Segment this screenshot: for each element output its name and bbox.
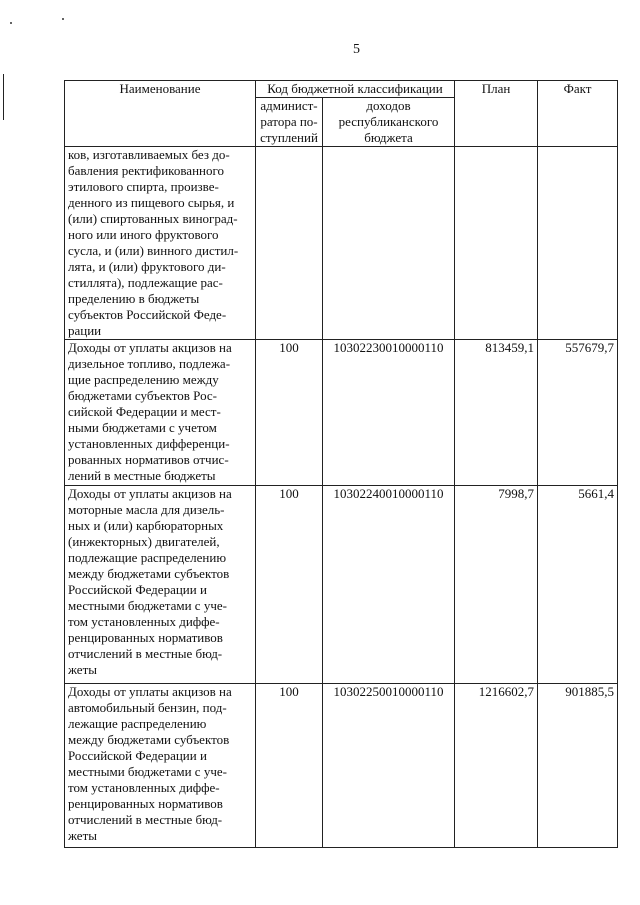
header-admin-code: админист- ратора по- ступлений — [256, 98, 323, 147]
row-revenue-code: 10302250010000110 — [323, 684, 455, 848]
scan-artifact-dot — [62, 18, 64, 20]
row-fact: 557679,7 — [538, 340, 618, 486]
row-name: Доходы от уплаты акцизов на автомобильный бензин, под- лежащие распределению между бюджетами субъектов Российской Федерации и местными бюджетами с уче- том установленных диффе- ренцированных нормативов отчислений в местные бюд- жеты — [65, 684, 256, 848]
row-plan: 7998,7 — [455, 486, 538, 684]
row-revenue-code: 10302230010000110 — [323, 340, 455, 486]
header-fact: Факт — [538, 81, 618, 147]
row-revenue-code — [323, 147, 455, 340]
row-fact: 901885,5 — [538, 684, 618, 848]
table-row — [65, 340, 618, 486]
header-budget-code-group: Код бюджетной классификации — [256, 81, 455, 98]
row-plan: 813459,1 — [455, 340, 538, 486]
row-plan: 1216602,7 — [455, 684, 538, 848]
row-name: Доходы от уплаты акцизов на дизельное топливо, подлежа- щие распределению между бюджетами субъектов Рос- сийской Федерации и мест- ными бюджетами с учетом установленных дифференци- рованных нормативов отчис- лений в местные бюджеты — [65, 340, 256, 486]
revenue-table — [64, 80, 618, 848]
row-admin-code: 100 — [256, 684, 323, 848]
header-plan: План — [455, 81, 538, 147]
row-revenue-code: 10302240010000110 — [323, 486, 455, 684]
table-row — [65, 486, 618, 684]
row-fact: 5661,4 — [538, 486, 618, 684]
row-fact — [538, 147, 618, 340]
row-plan — [455, 147, 538, 340]
page-number: 5 — [353, 42, 360, 57]
row-name: ков, изготавливаемых без до- бавления ректификованного этилового спирта, произве- денного из пищевого сырья, и (или) спиртованных виноград- ного или иного фруктового сусла, и (или) винного дистил- лята, и (или) фруктового ди- стиллята), подлежащие рас- пределению в бюджеты субъектов Российской Феде- рации — [65, 147, 256, 340]
table-row — [65, 684, 618, 848]
row-admin-code — [256, 147, 323, 340]
header-name: Наименование — [65, 81, 256, 147]
row-admin-code: 100 — [256, 486, 323, 684]
header-revenue-code: доходов республиканского бюджета — [323, 98, 455, 147]
row-admin-code: 100 — [256, 340, 323, 486]
row-name: Доходы от уплаты акцизов на моторные масла для дизель- ных и (или) карбюраторных (инжекторных) двигателей, подлежащие распределению между бюджетами субъектов Российской Федерации и местными бюджетами с уче- том установленных диффе- ренцированных нормативов отчислений в местные бюд- жеты — [65, 486, 256, 684]
scan-artifact-dot — [10, 22, 12, 24]
table-row — [65, 147, 618, 340]
scan-artifact-bar — [3, 74, 4, 120]
